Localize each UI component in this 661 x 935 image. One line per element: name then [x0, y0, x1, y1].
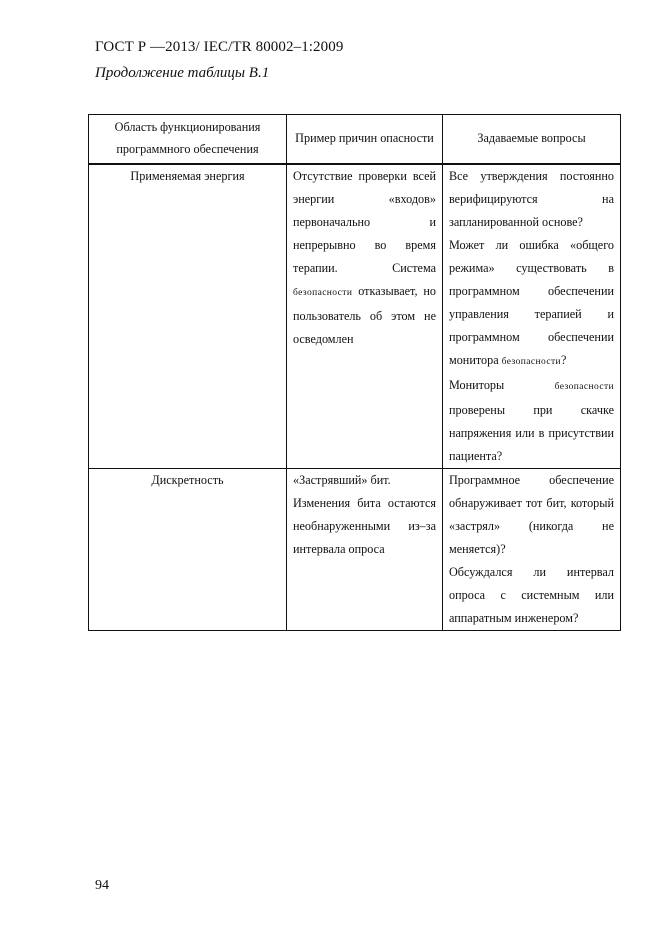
cause-cell [287, 469, 443, 631]
column-header-cause: Пример причин опасности [287, 115, 443, 165]
area-cell: Дискретность [89, 469, 287, 631]
cause-text: «Застрявший» бит. [293, 473, 391, 487]
question: Программное обеспечение обнаруживает тот бит, который «застрял» (никогда не меняется)? [449, 473, 614, 556]
column-header-area: Область функционирования программного обеспечения [89, 115, 287, 165]
term-safety: безопасности [554, 382, 614, 392]
questions-cell [443, 469, 621, 631]
term-safety: безопасности [501, 357, 561, 367]
question: Мониторы безопасности проверены при скачке напряжения или в присутствии пациента? [449, 378, 614, 463]
area-cell: Применяемая энергия [89, 164, 287, 469]
term-safety: безопасности [293, 288, 353, 298]
cause-text: Изменения бита остаются необнаруженными из–за интервала опроса [293, 496, 436, 556]
document-header: ГОСТ Р —2013/ IEC/TR 80002–1:2009 [95, 39, 344, 55]
question: Может ли ошибка «общего режима» существовать в программном обеспечении управления терапией и программном обеспечении монитора безопасности? [449, 238, 614, 367]
cause-text: Отсутствие проверки всей энергии «входов» первоначально и непрерывно во время терапии. Система безопасности отказывает, но пользователь об этом не осведомлен [293, 169, 436, 346]
question: Обсуждался ли интервал опроса с системным или аппаратным инженером? [449, 565, 614, 625]
table-header-row [89, 115, 621, 165]
table-row [89, 164, 621, 469]
hazard-table [88, 114, 621, 631]
table-continuation-title: Продолжение таблицы В.1 [95, 65, 270, 81]
page-number: 94 [95, 878, 109, 893]
questions-cell [443, 164, 621, 469]
question: Все утверждения постоянно верифицируются на запланированной основе? [449, 169, 614, 229]
cause-cell [287, 164, 443, 469]
table-row [89, 469, 621, 631]
column-header-questions: Задаваемые вопросы [443, 115, 621, 165]
